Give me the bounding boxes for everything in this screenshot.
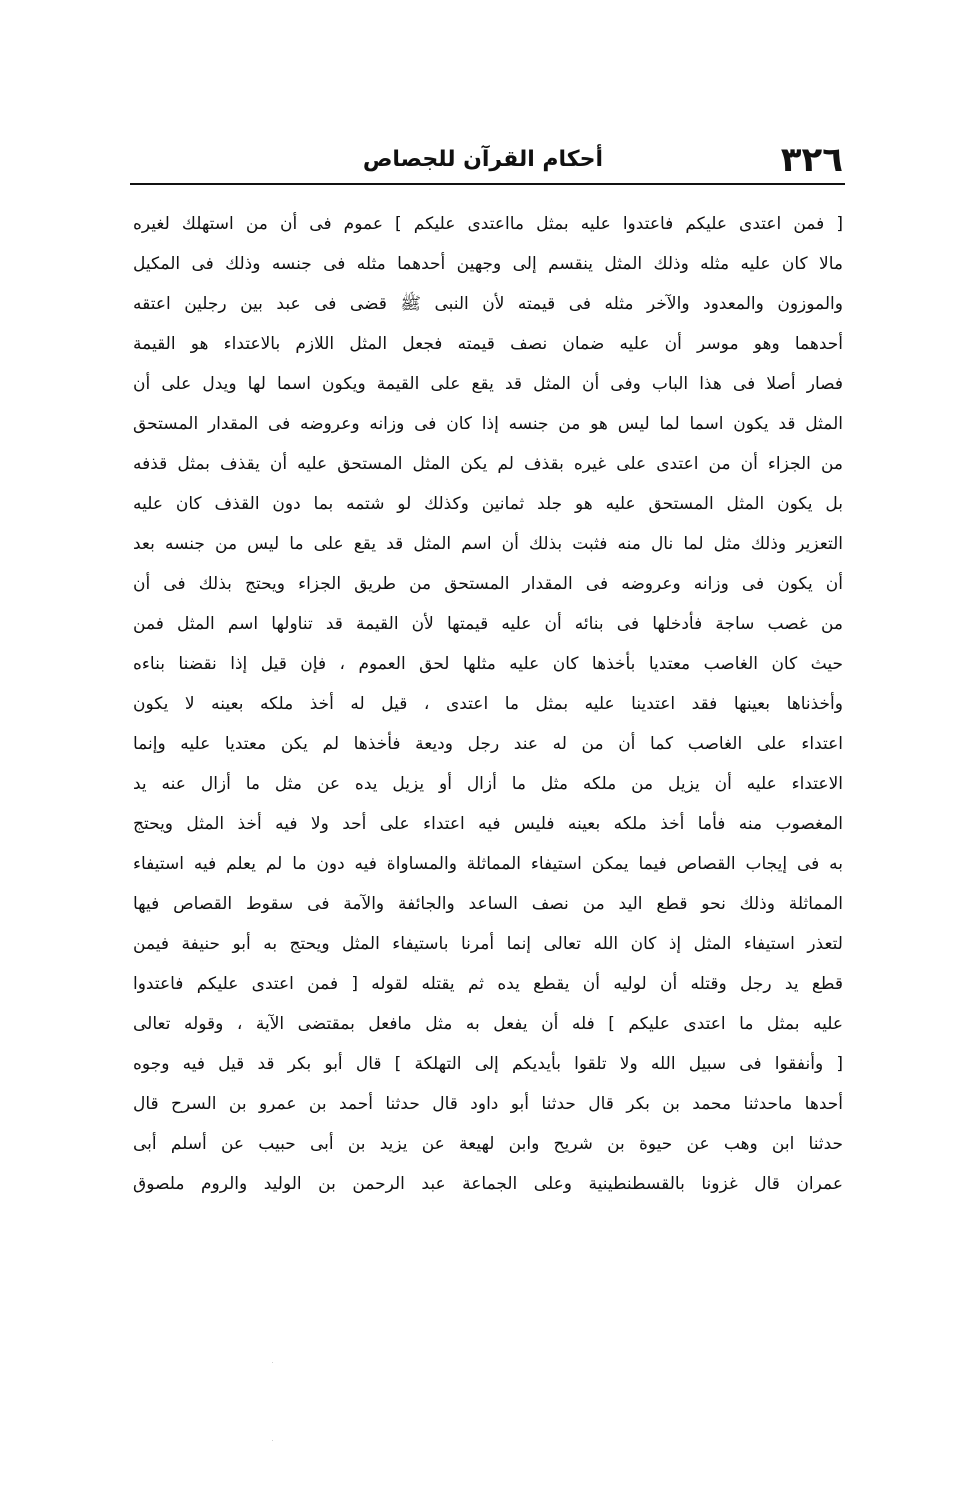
text-line: والموزون والمعدود والآخر مثله فى قيمته لأن النبى ﷺ قضى فى عبد بين رجلين اعتقه [133,294,843,314]
text-line: وأخذناها بعينها فقد اعتدينا عليه بمثل ما اعتدى ، قيل له أخذ ملكه بعينه لا يكون [133,694,843,714]
text-line: عليه بمثل ما اعتدى عليكم ] فله أن يفعل به مثل مافعل بمقتضى الآية ، وقوله تعالى [133,1014,843,1034]
text-line: من الجزاء أن من اعتدى على غيره بقذف لم يكن المثل المستحق عليه أن يقذف بمثل قذفه [133,454,843,474]
text-line: عمران قال غزونا بالقسطنطينية وعلى الجماعة عبد الرحمن بن الوليد والروم ملصوق [133,1174,843,1194]
text-line: به فى إيجاب القصاص فيما يمكن استيفاء المماثلة والمساواة فيه دون ما لم يعلم فيه استيفاء [133,854,843,874]
text-line: الاعتداء عليه أن يزيل من ملكه مثل ما أزال أو يزيل يده عن مثل ما أزال عنه يد [133,774,843,794]
page-number: ٣٢٦ [780,140,843,180]
scan-speck [272,1440,273,1441]
body-text [133,204,843,1204]
text-line: حيث كان الغاصب معتديا بأخذها كان عليه مثلها لحق العموم ، فإن قيل إذا نقضنا بناءه [133,654,843,674]
text-line: أحدهما وهو موسر أن عليه ضمان نصف قيمته فجعل المثل اللازم بالاعتداء هو القيمة [133,334,843,354]
text-line: لتعذر استيفاء المثل إذ كان الله تعالى إنما أمرنا باستيفاء المثل ويحتج به أبو حنيفة فيمن [133,934,843,954]
text-line: من غصب ساجة فأدخلها فى بنائه أن عليه قيمتها لأن القيمة قد تناولها اسم المثل فمن [133,614,843,634]
header-rule [130,183,845,185]
text-line: فصار أصلا فى هذا الباب وفى أن المثل قد يقع على القيمة ويكون اسما لها ويدل على أن [133,374,843,394]
text-line: [ فمن اعتدى عليكم فاعتدوا عليه بمثل مااعتدى عليكم ] عموم فى أن من استهلك لغيره [133,214,843,234]
page-header [133,140,843,180]
text-line: المغصوب منه فأما أخذ ملكه بعينه فليس فيه اعتداء على أحد ولا فيه أخذ المثل ويحتج [133,814,843,834]
scan-speck [272,1362,273,1363]
text-line: بل يكون المثل المستحق عليه هو جلد ثمانين وكذلك لو شتمه بما دون القذف كان عليه [133,494,843,514]
text-line: [ وأنفقوا فى سبيل الله ولا تلقوا بأيديكم إلى التهلكة ] قال أبو بكر قد قيل فيه وجوه [133,1054,843,1074]
text-line: مالا كان عليه مثله وذلك المثل ينقسم إلى وجهين أحدهما مثله فى جنسه وذلك فى المكيل [133,254,843,274]
text-line: اعتداء على الغاصب كما أن من له عند رجل وديعة فأخذها لم يكن معتديا عليه وإنما [133,734,843,754]
text-line: قطع يد رجل وقتله أن لوليه أن يقطع يده ثم يقتله لقوله [ فمن اعتدى عليكم فاعتدوا [133,974,843,994]
text-line: التعزير وذلك مثل لما نال منه فثبت بذلك أن اسم المثل قد يقع على ما ليس من جنسه بعد [133,534,843,554]
text-line: أحدها ماحدثنا محمد بن بكر قال حدثنا أبو داود قال حدثنا أحمد بن عمرو بن السرح قال [133,1094,843,1114]
text-line: أن يكون فى وزانه وعروضه فى المقدار المستحق من طريق الجزاء ويحتج بذلك فى أن [133,574,843,594]
running-title: أحكام القرآن للجصاص [362,147,603,172]
text-line: حدثنا ابن وهب عن حيوة بن شريح وابن لهيعة عن يزيد بن أبى حبيب عن أسلم أبى [133,1134,843,1154]
text-line: المثل قد يكون اسما لما ليس هو من جنسه إذا كان فى وزانه وعروضه فى المقدار المستحق [133,414,843,434]
text-line: المماثلة وذلك نحو قطع اليد من نصف الساعد والجائفة والآمة فى سقوط القصاص فيها [133,894,843,914]
